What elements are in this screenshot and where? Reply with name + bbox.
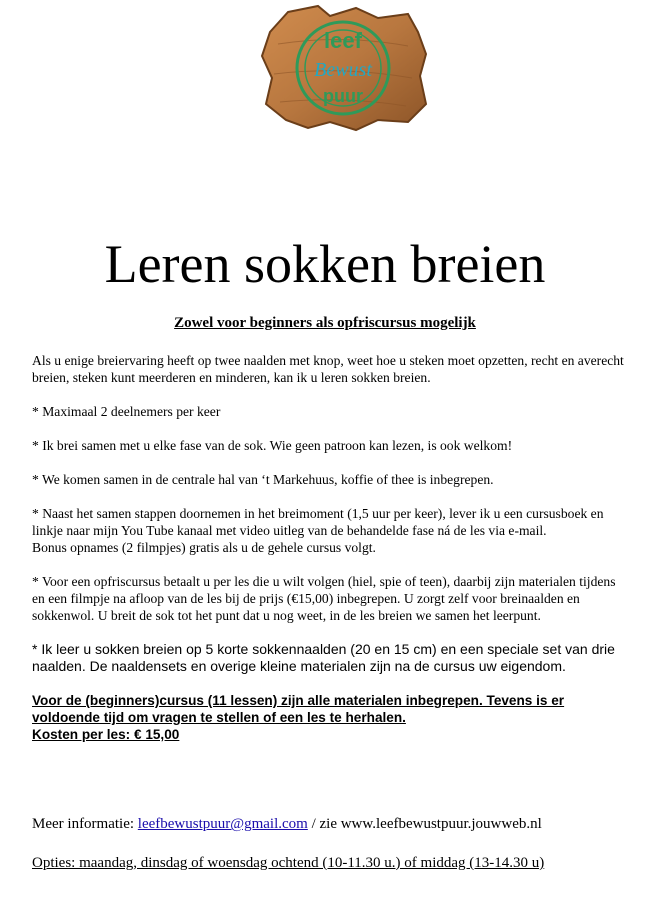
intro-paragraph: Als u enige breiervaring heeft op twee naalden met knop, weet hoe u steken moet opzetten, recht en averecht breien, steken kunt meerderen en minderen, kan ik u leren sokken breien. [32,353,624,385]
page-title: Leren sokken breien [104,234,546,294]
contact-info [32,814,542,834]
bullet-refresher: * Voor een opfriscursus betaalt u per les die u wilt volgen (hiel, spie of teen), daarbij zijn materialen tijdens en een filmpje na afloop van de les bij de prijs (€15,00) inbegrepen. U zorgt zelf voor breinaalden en sokkenwol. U breit de sok tot het punt dat u nog weet, in de les breien we samen het leerpunt. [32,574,616,623]
bullet-max-participants: * Maximaal 2 deelnemers per keer [32,404,221,419]
logo-text-middle: Bewust [314,59,372,81]
logo-text-top: leef [324,28,362,53]
contact-website: / zie www.leefbewustpuur.jouwweb.nl [307,816,542,832]
bullet-course-book: * Naast het samen stappen doornemen in het breimoment (1,5 uur per keer), lever ik u een cursusboek en linkje naar mijn You Tube kanaal met video uitleg van de behandelde fase ná de les via e-mail. [32,506,604,538]
options-line: Opties: maandag, dinsdag of woensdag ochtend (10-11.30 u.) of middag (13-14.30 u) [32,855,545,871]
logo [258,4,428,132]
contact-prefix: Meer informatie: [32,816,138,832]
bullet-knit-together: * Ik brei samen met u elke fase van de sok. Wie geen patroon kan lezen, is ook welkom! [32,438,513,453]
bullet-bonus: Bonus opnames (2 filmpjes) gratis als u de gehele cursus volgt. [32,540,376,555]
course-info: Voor de (beginners)cursus (11 lessen) zijn alle materialen inbegrepen. Tevens is er voldoende tijd om vragen te stellen of een les te herhalen. [32,693,565,725]
email-link[interactable]: leefbewustpuur@gmail.com [137,816,308,832]
logo-text-bottom: puur [323,86,363,106]
price: Kosten per les: € 15,00 [32,727,180,742]
subtitle: Zowel voor beginners als opfriscursus mogelijk [174,315,476,331]
bullet-location: * We komen samen in de centrale hal van ‘t Markehuus, koffie of thee is inbegrepen. [32,472,494,487]
bullet-needles: * Ik leer u sokken breien op 5 korte sokkennaalden (20 en 15 cm) en een speciale set van drie naalden. De naaldensets en overige kleine materialen zijn na de cursus uw eigendom. [32,641,615,674]
content [32,352,624,743]
